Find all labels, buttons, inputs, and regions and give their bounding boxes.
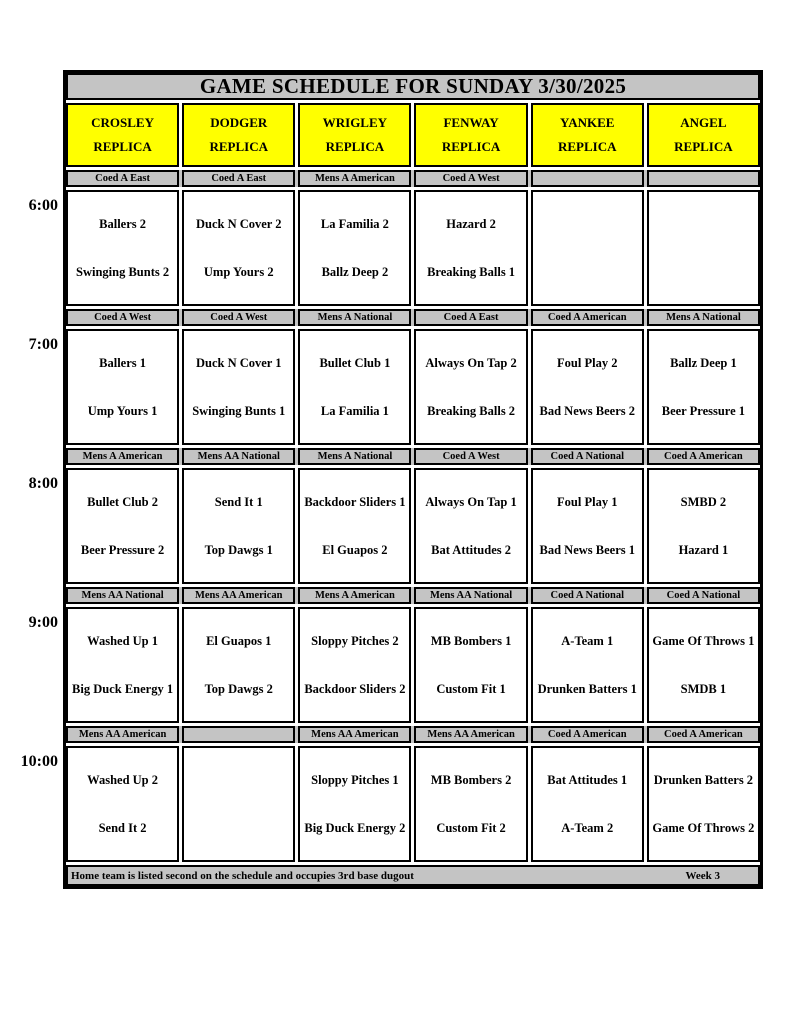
field-header-dodger	[182, 103, 295, 167]
division-cell: Coed A American	[531, 309, 644, 326]
division-row	[66, 170, 760, 187]
division-cell: Coed A West	[414, 170, 527, 187]
division-cell: Coed A East	[182, 170, 295, 187]
schedule-table	[20, 70, 763, 889]
division-cell: Mens A American	[66, 448, 179, 465]
visitor-team: Ballz Deep 1	[670, 355, 737, 370]
field-header-row	[66, 103, 760, 167]
game-cell	[66, 746, 179, 862]
visitor-team: Drunken Batters 2	[653, 772, 754, 787]
field-name: YANKEE	[560, 115, 615, 130]
field-type: REPLICA	[441, 139, 501, 154]
home-team: Beer Pressure 1	[661, 403, 746, 418]
visitor-team: La Familia 2	[320, 216, 389, 231]
game-cell	[182, 329, 295, 445]
game-cell	[414, 468, 527, 584]
field-name: ANGEL	[680, 115, 727, 130]
visitor-team: Washed Up 1	[87, 633, 158, 648]
division-cell: Coed A West	[414, 448, 527, 465]
visitor-team: Bullet Club 2	[87, 494, 158, 509]
visitor-team: SMBD 2	[680, 494, 727, 509]
visitor-team: Send It 1	[214, 494, 263, 509]
footer-note: Home team is listed second on the schedule and occupies 3rd base dugout	[71, 869, 414, 882]
footer-bar	[66, 865, 760, 886]
games-row	[66, 190, 760, 306]
game-cell	[414, 607, 527, 723]
field-header-angel	[647, 103, 760, 167]
time-label: 8:00	[28, 475, 58, 492]
division-cell: Mens A National	[298, 448, 411, 465]
visitor-team: Sloppy Pitches 2	[311, 633, 399, 648]
division-cell: Mens A American	[298, 170, 411, 187]
home-team: Breaking Balls 1	[427, 264, 516, 279]
visitor-team: Sloppy Pitches 1	[311, 772, 399, 787]
games-row	[66, 607, 760, 723]
time-label: 6:00	[28, 197, 58, 214]
field-name: FENWAY	[443, 115, 499, 130]
game-cell	[182, 190, 295, 306]
home-team: Top Dawgs 1	[204, 542, 273, 557]
division-cell: Mens AA National	[66, 587, 179, 604]
game-cell	[531, 746, 644, 862]
division-cell: Mens AA American	[298, 726, 411, 743]
division-cell: Mens AA American	[182, 587, 295, 604]
home-team: Big Duck Energy 1	[72, 681, 174, 696]
time-slot-block-700	[28, 309, 760, 445]
game-cell	[647, 190, 760, 306]
game-cell	[647, 468, 760, 584]
game-cell	[298, 190, 411, 306]
division-cell: Coed A National	[647, 587, 760, 604]
division-cell: Coed A American	[647, 726, 760, 743]
home-team: Ump Yours 1	[87, 403, 158, 418]
game-cell	[66, 329, 179, 445]
game-cell	[66, 468, 179, 584]
game-cell	[531, 190, 644, 306]
visitor-team: Bullet Club 1	[319, 355, 391, 370]
home-team: Swinging Bunts 2	[76, 264, 170, 279]
division-cell: Mens A National	[647, 309, 760, 326]
game-cell	[182, 468, 295, 584]
division-cell: Mens A American	[298, 587, 411, 604]
division-cell	[531, 170, 644, 187]
home-team: Ballz Deep 2	[321, 264, 389, 279]
time-label: 7:00	[28, 336, 58, 353]
home-team: Hazard 1	[678, 542, 729, 557]
games-row	[66, 329, 760, 445]
home-team: Bad News Beers 1	[539, 542, 635, 557]
time-slot-block-900	[28, 587, 760, 723]
visitor-team: MB Bombers 2	[430, 772, 512, 787]
game-cell	[298, 468, 411, 584]
visitor-team: Always On Tap 2	[425, 355, 517, 370]
division-cell: Mens A National	[298, 309, 411, 326]
time-slot-block-800	[28, 448, 760, 584]
game-cell	[647, 329, 760, 445]
time-label: 9:00	[28, 614, 58, 631]
game-cell	[298, 607, 411, 723]
visitor-team: Always On Tap 1	[425, 494, 517, 509]
visitor-team: Duck N Cover 2	[195, 216, 282, 231]
division-row	[66, 587, 760, 604]
home-team: Bat Attitudes 2	[431, 542, 511, 557]
division-cell: Coed A East	[66, 170, 179, 187]
game-cell	[298, 329, 411, 445]
field-type: REPLICA	[557, 139, 617, 154]
home-team: El Guapos 2	[322, 542, 388, 557]
visitor-team: MB Bombers 1	[430, 633, 512, 648]
division-row	[66, 448, 760, 465]
home-team: Top Dawgs 2	[204, 681, 273, 696]
division-cell: Coed A West	[182, 309, 295, 326]
visitor-team: Bat Attitudes 1	[547, 772, 628, 787]
field-header-crosley	[66, 103, 179, 167]
game-cell	[66, 190, 179, 306]
division-cell: Coed A American	[647, 448, 760, 465]
field-type: REPLICA	[93, 139, 152, 154]
division-cell: Coed A West	[66, 309, 179, 326]
division-cell: Coed A East	[414, 309, 527, 326]
visitor-team: El Guapos 1	[206, 633, 272, 648]
visitor-team: Ballers 1	[99, 355, 147, 370]
game-cell	[531, 607, 644, 723]
home-team: Backdoor Sliders 2	[304, 681, 406, 696]
game-cell	[66, 607, 179, 723]
home-team: SMDB 1	[680, 681, 727, 696]
visitor-team: Hazard 2	[446, 216, 496, 231]
game-cell	[414, 329, 527, 445]
game-cell	[647, 607, 760, 723]
games-row	[66, 746, 760, 862]
home-team: Big Duck Energy 2	[304, 820, 406, 835]
home-team: Breaking Balls 2	[427, 403, 516, 418]
home-team: Swinging Bunts 1	[192, 403, 286, 418]
game-cell	[531, 468, 644, 584]
division-cell: Coed A American	[531, 726, 644, 743]
field-type: REPLICA	[325, 139, 385, 154]
game-cell	[414, 190, 527, 306]
division-cell	[182, 726, 295, 743]
home-team: A-Team 2	[561, 820, 614, 835]
games-row	[66, 468, 760, 584]
time-slot-block-1000	[20, 726, 760, 862]
field-name: WRIGLEY	[322, 115, 388, 130]
visitor-team: Foul Play 1	[557, 494, 618, 509]
field-header-wrigley	[298, 103, 411, 167]
home-team: Custom Fit 1	[436, 681, 506, 696]
visitor-team: A-Team 1	[561, 633, 614, 648]
division-cell: Mens AA National	[414, 587, 527, 604]
division-row	[66, 309, 760, 326]
home-team: Bad News Beers 2	[539, 403, 635, 418]
visitor-team: Washed Up 2	[87, 772, 158, 787]
field-header-yankee	[531, 103, 644, 167]
division-cell: Mens AA National	[182, 448, 295, 465]
division-cell: Mens AA American	[66, 726, 179, 743]
time-label: 10:00	[20, 753, 58, 770]
game-cell	[182, 746, 295, 862]
visitor-team: Game Of Throws 1	[652, 633, 755, 648]
game-cell	[647, 746, 760, 862]
field-name: DODGER	[210, 115, 268, 130]
game-cell	[298, 746, 411, 862]
footer-week: Week 3	[685, 869, 720, 882]
field-type: REPLICA	[209, 139, 268, 154]
game-cell	[414, 746, 527, 862]
visitor-team: Foul Play 2	[557, 355, 618, 370]
home-team: Drunken Batters 1	[537, 681, 637, 696]
division-cell	[647, 170, 760, 187]
home-team: Game Of Throws 2	[652, 820, 755, 835]
visitor-team: Ballers 2	[99, 216, 147, 231]
field-header-fenway	[414, 103, 527, 167]
home-team: La Familia 1	[320, 403, 389, 418]
time-slot-block-600	[28, 170, 760, 306]
division-cell: Coed A National	[531, 587, 644, 604]
game-cell	[182, 607, 295, 723]
home-team: Beer Pressure 2	[80, 542, 165, 557]
division-cell: Coed A National	[531, 448, 644, 465]
visitor-team: Backdoor Sliders 1	[304, 494, 406, 509]
field-type: REPLICA	[674, 139, 733, 154]
division-cell: Mens AA American	[414, 726, 527, 743]
home-team: Send It 2	[98, 820, 147, 835]
game-cell	[531, 329, 644, 445]
home-team: Custom Fit 2	[436, 820, 506, 835]
home-team: Ump Yours 2	[203, 264, 274, 279]
page-title: GAME SCHEDULE FOR SUNDAY 3/30/2025	[66, 73, 760, 100]
division-row	[66, 726, 760, 743]
visitor-team: Duck N Cover 1	[195, 355, 282, 370]
field-name: CROSLEY	[91, 115, 154, 130]
